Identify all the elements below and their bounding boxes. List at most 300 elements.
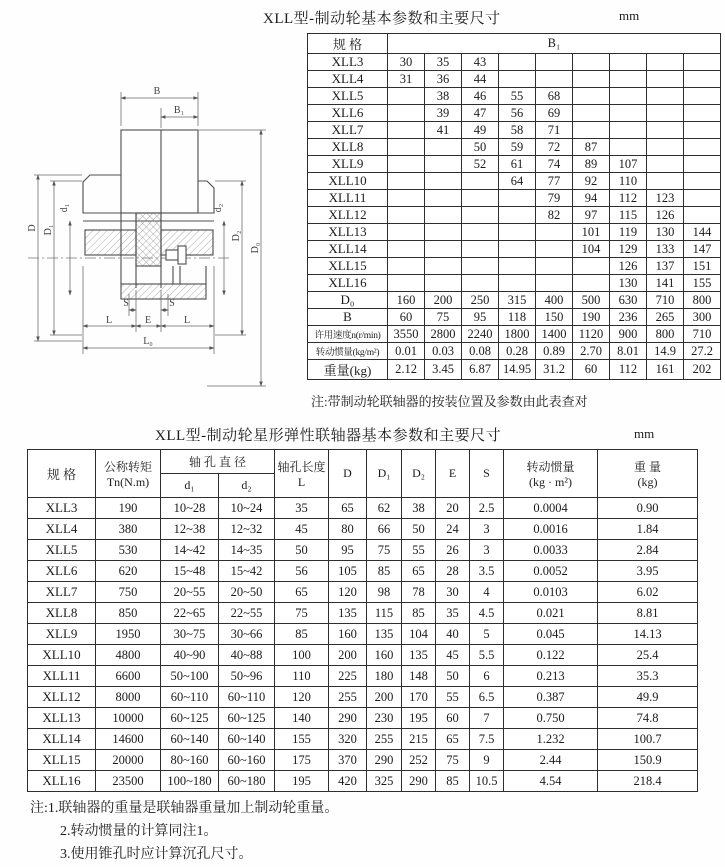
value-cell (573, 258, 610, 275)
value-cell: 144 (684, 224, 721, 241)
table-row (308, 122, 721, 139)
value-cell: 8.81 (598, 603, 698, 624)
value-cell (647, 105, 684, 122)
value-cell: 200 (367, 687, 402, 708)
value-cell: 65 (436, 729, 470, 750)
value-cell: 62 (367, 498, 402, 519)
value-cell: 2.84 (598, 540, 698, 561)
coupling-parameters-table (27, 449, 698, 792)
table-row (308, 360, 721, 380)
value-cell: 0.045 (504, 624, 598, 645)
value-cell: 160 (388, 292, 425, 309)
value-cell: 85 (275, 624, 329, 645)
value-cell: 60~180 (219, 771, 275, 792)
value-cell: 1120 (573, 326, 610, 343)
value-cell: 58 (499, 122, 536, 139)
value-cell: 92 (573, 173, 610, 190)
value-cell: 56 (275, 561, 329, 582)
value-cell: 0.0004 (504, 498, 598, 519)
value-cell: 200 (329, 645, 367, 666)
value-cell (610, 122, 647, 139)
value-cell (684, 156, 721, 173)
value-cell (684, 122, 721, 139)
value-cell (684, 173, 721, 190)
value-cell: 6.87 (462, 360, 499, 380)
value-cell: 49 (462, 122, 499, 139)
value-cell: 31 (388, 71, 425, 88)
value-cell: 135 (329, 603, 367, 624)
value-cell (462, 173, 499, 190)
value-cell: 8000 (96, 687, 161, 708)
row-label: XLL9 (308, 156, 388, 173)
value-cell: 60~110 (219, 687, 275, 708)
value-cell: 50 (275, 540, 329, 561)
value-cell: 38 (402, 498, 436, 519)
value-cell: 300 (684, 309, 721, 326)
value-cell: 2.44 (504, 750, 598, 771)
value-cell: 115 (367, 603, 402, 624)
value-cell: 850 (96, 603, 161, 624)
value-cell: 43 (462, 54, 499, 71)
value-cell: 0.01 (388, 343, 425, 360)
value-cell: 118 (499, 309, 536, 326)
value-cell: 148 (402, 666, 436, 687)
table-row (308, 190, 721, 207)
value-cell: 115 (610, 207, 647, 224)
value-cell: 110 (275, 666, 329, 687)
value-cell: 25.4 (598, 645, 698, 666)
value-cell: 3.45 (425, 360, 462, 380)
value-cell: 112 (610, 190, 647, 207)
row-label: XLL13 (28, 708, 96, 729)
value-cell (536, 241, 573, 258)
value-cell: 126 (610, 258, 647, 275)
value-cell: 170 (402, 687, 436, 708)
value-cell: 60 (436, 708, 470, 729)
value-cell: 35 (275, 498, 329, 519)
table-row (28, 498, 698, 519)
value-cell (647, 156, 684, 173)
value-cell: 30~66 (219, 624, 275, 645)
value-cell: 55 (499, 88, 536, 105)
value-cell: 30 (388, 54, 425, 71)
value-cell: 202 (684, 360, 721, 380)
D2-header-cell: D₂ (402, 450, 436, 498)
bore-diameter-header-cell: 轴 孔 直 径 (161, 450, 275, 474)
value-cell: 4.5 (470, 603, 504, 624)
value-cell: 150 (536, 309, 573, 326)
value-cell: 9 (470, 750, 504, 771)
value-cell (647, 173, 684, 190)
value-cell (499, 207, 536, 224)
value-cell (647, 88, 684, 105)
value-cell (499, 258, 536, 275)
value-cell (610, 54, 647, 71)
value-cell: 0.08 (462, 343, 499, 360)
value-cell: 50~96 (219, 666, 275, 687)
row-label: XLL15 (28, 750, 96, 771)
value-cell: 12~32 (219, 519, 275, 540)
inertia-header-cell (504, 450, 598, 498)
value-cell: 1400 (536, 326, 573, 343)
value-cell: 120 (329, 582, 367, 603)
value-cell: 60 (388, 309, 425, 326)
value-cell: 2.12 (388, 360, 425, 380)
value-cell: 252 (402, 750, 436, 771)
value-cell: 620 (96, 561, 161, 582)
value-cell: 137 (647, 258, 684, 275)
row-label: XLL11 (28, 666, 96, 687)
value-cell (684, 88, 721, 105)
value-cell: 6 (470, 666, 504, 687)
value-cell: 55 (436, 687, 470, 708)
value-cell: 98 (367, 582, 402, 603)
value-cell: 55 (402, 540, 436, 561)
table1-unit-label: mm (619, 8, 640, 23)
value-cell: 72 (536, 139, 573, 156)
value-cell: 129 (610, 241, 647, 258)
value-cell (425, 156, 462, 173)
value-cell (499, 224, 536, 241)
value-cell: 1.232 (504, 729, 598, 750)
value-cell: 77 (536, 173, 573, 190)
value-cell: 64 (499, 173, 536, 190)
dim-L-left: L (105, 315, 113, 326)
value-cell: 400 (536, 292, 573, 309)
value-cell: 800 (647, 326, 684, 343)
value-cell: 750 (96, 582, 161, 603)
value-cell: 104 (573, 241, 610, 258)
value-cell (388, 241, 425, 258)
value-cell (388, 190, 425, 207)
value-cell: 250 (462, 292, 499, 309)
value-cell (536, 71, 573, 88)
value-cell (425, 241, 462, 258)
value-cell: 65 (329, 498, 367, 519)
value-cell (388, 275, 425, 292)
table-row (28, 519, 698, 540)
value-cell: 320 (329, 729, 367, 750)
value-cell: 101 (573, 224, 610, 241)
S-header-cell: S (470, 450, 504, 498)
value-cell: 0.387 (504, 687, 598, 708)
part-outline (83, 130, 214, 299)
value-cell: 315 (499, 292, 536, 309)
value-cell (684, 54, 721, 71)
value-cell: 195 (275, 771, 329, 792)
table-row (28, 771, 698, 792)
table-row (28, 582, 698, 603)
weight-header-line2: (kg) (637, 474, 658, 489)
value-cell (536, 224, 573, 241)
value-cell (388, 105, 425, 122)
value-cell: 46 (462, 88, 499, 105)
table1-footnote: 注:带制动轮联轴器的按装位置及参数由此表查对 (311, 394, 588, 409)
value-cell: 45 (436, 645, 470, 666)
value-cell (573, 122, 610, 139)
value-cell: 75 (367, 540, 402, 561)
dim-L0: L₀ (143, 336, 153, 347)
torque-header-line2: Tn(N.m) (106, 474, 150, 489)
value-cell (388, 122, 425, 139)
value-cell: 60~140 (219, 729, 275, 750)
table2-unit-label: mm (634, 426, 655, 441)
value-cell: 15~42 (219, 561, 275, 582)
value-cell: 190 (96, 498, 161, 519)
value-cell: 60~140 (161, 729, 219, 750)
row-label: XLL5 (308, 88, 388, 105)
value-cell: 69 (536, 105, 573, 122)
value-cell: 155 (275, 729, 329, 750)
value-cell (462, 224, 499, 241)
value-cell (610, 139, 647, 156)
row-label: XLL12 (308, 207, 388, 224)
value-cell: 8.01 (610, 343, 647, 360)
value-cell: 10~24 (219, 498, 275, 519)
value-cell: 39 (425, 105, 462, 122)
value-cell (610, 71, 647, 88)
table-row (308, 275, 721, 292)
value-cell: 2800 (425, 326, 462, 343)
value-cell: 50 (462, 139, 499, 156)
value-cell: 126 (647, 207, 684, 224)
row-label: XLL3 (308, 54, 388, 71)
value-cell: 100~180 (161, 771, 219, 792)
dim-S-left: S (123, 298, 129, 309)
value-cell: 40~90 (161, 645, 219, 666)
value-cell (610, 105, 647, 122)
value-cell: 110 (610, 173, 647, 190)
value-cell (499, 275, 536, 292)
value-cell: 3550 (388, 326, 425, 343)
table-row (308, 54, 721, 71)
torque-header-cell (96, 450, 161, 498)
row-label: XLL16 (308, 275, 388, 292)
value-cell (388, 207, 425, 224)
value-cell (573, 275, 610, 292)
value-cell (536, 258, 573, 275)
value-cell: 7.5 (470, 729, 504, 750)
value-cell: 20000 (96, 750, 161, 771)
value-cell (388, 224, 425, 241)
value-cell: 14~35 (219, 540, 275, 561)
value-cell: 66 (367, 519, 402, 540)
value-cell: 50 (436, 666, 470, 687)
row-label: XLL6 (308, 105, 388, 122)
value-cell: 27.2 (684, 343, 721, 360)
value-cell: 135 (367, 624, 402, 645)
b1-header-cell: B₁ (388, 34, 721, 54)
value-cell: 290 (367, 750, 402, 771)
coupling-section-drawing (26, 78, 308, 413)
row-label: XLL9 (28, 624, 96, 645)
spec-header-cell: 规 格 (28, 450, 96, 498)
value-cell: 94 (573, 190, 610, 207)
value-cell: 3 (470, 519, 504, 540)
value-cell: 161 (647, 360, 684, 380)
value-cell: 500 (573, 292, 610, 309)
value-cell: 75 (275, 603, 329, 624)
value-cell (388, 139, 425, 156)
value-cell: 95 (462, 309, 499, 326)
value-cell: 190 (573, 309, 610, 326)
value-cell: 225 (329, 666, 367, 687)
dim-D: D (27, 224, 38, 232)
value-cell (388, 88, 425, 105)
value-cell: 119 (610, 224, 647, 241)
value-cell (684, 105, 721, 122)
value-cell: 0.750 (504, 708, 598, 729)
table-row (28, 624, 698, 645)
value-cell: 4800 (96, 645, 161, 666)
value-cell: 14.13 (598, 624, 698, 645)
value-cell: 31.2 (536, 360, 573, 380)
value-cell: 50 (402, 519, 436, 540)
value-cell: 112 (610, 360, 647, 380)
value-cell (425, 139, 462, 156)
value-cell (573, 54, 610, 71)
value-cell: 41 (425, 122, 462, 139)
table-row (28, 603, 698, 624)
value-cell (425, 173, 462, 190)
row-label: XLL11 (308, 190, 388, 207)
value-cell: 530 (96, 540, 161, 561)
value-cell: 80 (329, 519, 367, 540)
value-cell: 44 (462, 71, 499, 88)
dim-B1: B₁ (173, 105, 185, 116)
value-cell: 65 (402, 561, 436, 582)
value-cell: 0.28 (499, 343, 536, 360)
row-label: 许用速度n(r/min) (308, 326, 388, 343)
row-label: XLL3 (28, 498, 96, 519)
value-cell: 255 (367, 729, 402, 750)
footnote-line-2: 2.转动惯量的计算同注1。 (60, 824, 218, 839)
value-cell: 2240 (462, 326, 499, 343)
value-cell: 151 (684, 258, 721, 275)
value-cell: 5.5 (470, 645, 504, 666)
value-cell: 30~75 (161, 624, 219, 645)
value-cell: 78 (402, 582, 436, 603)
value-cell: 105 (329, 561, 367, 582)
value-cell: 80~160 (161, 750, 219, 771)
value-cell: 20 (436, 498, 470, 519)
value-cell: 14600 (96, 729, 161, 750)
table-row (28, 750, 698, 771)
table-row (28, 561, 698, 582)
value-cell: 0.021 (504, 603, 598, 624)
row-label: XLL4 (308, 71, 388, 88)
value-cell: 141 (647, 275, 684, 292)
value-cell: 325 (367, 771, 402, 792)
value-cell: 100 (275, 645, 329, 666)
value-cell: 60~125 (219, 708, 275, 729)
value-cell (684, 71, 721, 88)
row-label: XLL7 (28, 582, 96, 603)
value-cell: 35 (436, 603, 470, 624)
table2-title: XLL型-制动轮星形弹性联轴器基本参数和主要尺寸 (155, 428, 502, 444)
value-cell: 68 (536, 88, 573, 105)
value-cell: 155 (684, 275, 721, 292)
value-cell: 12~38 (161, 519, 219, 540)
row-label: XLL13 (308, 224, 388, 241)
dim-d2: d₂ (213, 203, 224, 213)
value-cell: 74.8 (598, 708, 698, 729)
value-cell: 130 (610, 275, 647, 292)
torque-header-line1: 公称转矩 (103, 459, 152, 474)
row-label: XLL14 (308, 241, 388, 258)
value-cell: 0.0016 (504, 519, 598, 540)
value-cell: 0.122 (504, 645, 598, 666)
value-cell: 10.5 (470, 771, 504, 792)
table-row (308, 292, 721, 309)
value-cell (462, 258, 499, 275)
value-cell: 26 (436, 540, 470, 561)
row-label: 重量(kg) (308, 360, 388, 380)
table-row (28, 729, 698, 750)
value-cell: 4 (470, 582, 504, 603)
value-cell (647, 71, 684, 88)
value-cell: 49.9 (598, 687, 698, 708)
value-cell (499, 54, 536, 71)
value-cell: 65 (275, 582, 329, 603)
table-row (28, 540, 698, 561)
value-cell: 40 (436, 624, 470, 645)
value-cell: 120 (275, 687, 329, 708)
value-cell (462, 190, 499, 207)
row-label: XLL7 (308, 122, 388, 139)
value-cell (499, 241, 536, 258)
dim-d1: d₁ (59, 203, 70, 213)
value-cell: 215 (402, 729, 436, 750)
value-cell: 61 (499, 156, 536, 173)
value-cell: 6.02 (598, 582, 698, 603)
value-cell: 1800 (499, 326, 536, 343)
value-cell: 35 (425, 54, 462, 71)
value-cell: 47 (462, 105, 499, 122)
value-cell: 710 (684, 326, 721, 343)
value-cell: 380 (96, 519, 161, 540)
value-cell: 900 (610, 326, 647, 343)
value-cell: 265 (647, 309, 684, 326)
value-cell: 30 (436, 582, 470, 603)
value-cell (684, 207, 721, 224)
value-cell: 3.5 (470, 561, 504, 582)
row-label: XLL15 (308, 258, 388, 275)
value-cell: 130 (647, 224, 684, 241)
value-cell: 3 (470, 540, 504, 561)
value-cell (425, 224, 462, 241)
value-cell: 218.4 (598, 771, 698, 792)
table-row (28, 708, 698, 729)
table-row (28, 645, 698, 666)
value-cell: 15~48 (161, 561, 219, 582)
brake-wheel-parameters-table (307, 33, 721, 380)
row-label: XLL8 (308, 139, 388, 156)
table-row (308, 258, 721, 275)
value-cell (388, 156, 425, 173)
dim-E: E (144, 315, 152, 326)
value-cell (462, 241, 499, 258)
value-cell: 22~65 (161, 603, 219, 624)
row-label: XLL5 (28, 540, 96, 561)
value-cell: 135 (402, 645, 436, 666)
value-cell: 20~50 (219, 582, 275, 603)
value-cell: 104 (402, 624, 436, 645)
value-cell: 59 (499, 139, 536, 156)
value-cell (462, 275, 499, 292)
value-cell: 97 (573, 207, 610, 224)
value-cell: 10000 (96, 708, 161, 729)
